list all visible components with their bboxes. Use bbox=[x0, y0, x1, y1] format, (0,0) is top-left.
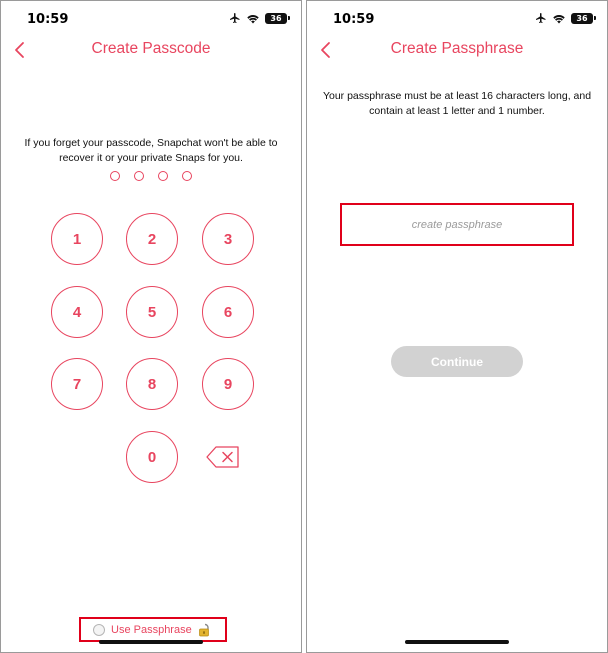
use-passphrase-toggle[interactable] bbox=[79, 617, 227, 642]
home-indicator bbox=[405, 640, 509, 644]
airplane-icon bbox=[229, 12, 241, 24]
nav-bar bbox=[307, 37, 607, 63]
key-6[interactable]: 6 bbox=[202, 286, 254, 338]
continue-button[interactable]: Continue bbox=[391, 346, 523, 377]
nav-bar bbox=[1, 37, 301, 63]
key-1[interactable]: 1 bbox=[51, 213, 103, 265]
info-line-1: If you forget your passcode, Snapchat won't be able to bbox=[24, 137, 278, 149]
key-7[interactable]: 7 bbox=[51, 358, 103, 410]
lock-icon bbox=[198, 623, 212, 637]
create-passcode-screen bbox=[0, 0, 302, 653]
passphrase-input-box[interactable] bbox=[340, 203, 574, 246]
key-8[interactable]: 8 bbox=[126, 358, 178, 410]
use-passphrase-label: Use Passphrase bbox=[111, 623, 192, 636]
airplane-icon bbox=[535, 12, 547, 24]
key-9[interactable]: 9 bbox=[202, 358, 254, 410]
battery-icon: 36 bbox=[265, 13, 287, 24]
key-3[interactable]: 3 bbox=[202, 213, 254, 265]
key-5[interactable]: 5 bbox=[126, 286, 178, 338]
status-time: 10:59 bbox=[27, 12, 69, 27]
passcode-dot bbox=[110, 171, 120, 181]
info-line-2: contain at least 1 letter and 1 number. bbox=[369, 105, 545, 117]
passcode-dot bbox=[134, 171, 144, 181]
status-icons bbox=[229, 12, 287, 24]
passcode-dots bbox=[1, 171, 301, 181]
status-time: 10:59 bbox=[333, 12, 375, 27]
battery-icon: 36 bbox=[571, 13, 593, 24]
status-bar bbox=[307, 1, 607, 37]
key-0[interactable]: 0 bbox=[126, 431, 178, 483]
passcode-dot bbox=[158, 171, 168, 181]
passcode-dot bbox=[182, 171, 192, 181]
wifi-icon bbox=[246, 13, 260, 24]
home-indicator bbox=[99, 640, 203, 644]
key-4[interactable]: 4 bbox=[51, 286, 103, 338]
status-icons bbox=[535, 12, 593, 24]
passphrase-radio[interactable] bbox=[93, 624, 105, 636]
page-title: Create Passcode bbox=[91, 40, 211, 57]
info-line-2: recover it or your private Snaps for you. bbox=[59, 152, 243, 164]
wifi-icon bbox=[552, 13, 566, 24]
backspace-icon[interactable] bbox=[206, 446, 240, 468]
info-line-1: Your passphrase must be at least 16 characters long, and bbox=[322, 90, 592, 102]
passphrase-input[interactable] bbox=[342, 205, 572, 244]
passcode-info-text bbox=[1, 136, 301, 166]
passphrase-info-text bbox=[307, 89, 607, 119]
page-title: Create Passphrase bbox=[390, 40, 524, 57]
key-2[interactable]: 2 bbox=[126, 213, 178, 265]
create-passphrase-screen bbox=[306, 0, 608, 653]
status-bar bbox=[1, 1, 301, 37]
